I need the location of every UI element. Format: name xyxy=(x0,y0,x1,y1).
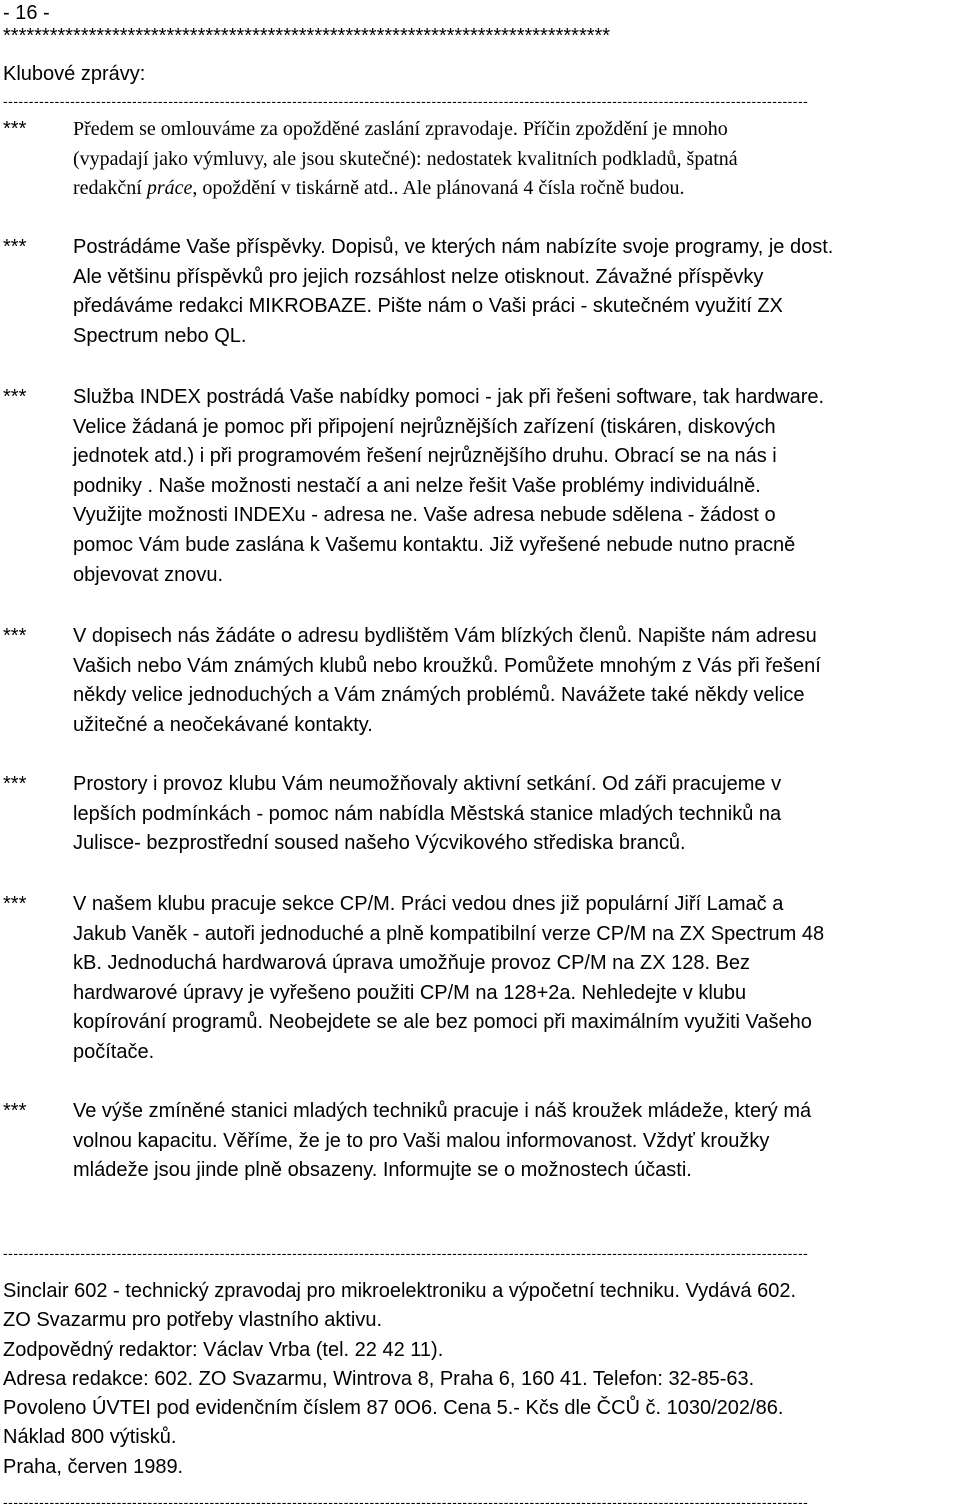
text-line: Ve výše zmíněné stanici mladých techniků pracuje i náš kroužek mládeže, který má xyxy=(73,1100,812,1122)
text-line: V dopisech nás žádáte o adresu bydlištěm Vám blízkých členů. Napište nám adresu xyxy=(73,625,817,647)
item-text xyxy=(73,770,960,859)
text-line: Jakub Vaněk - autoři jednoduché a plně kompatibilní verze CP/M na ZX Spectrum 48 xyxy=(73,922,825,945)
text-line: Vašich nebo Vám známých klubů nebo kroužků. Pomůžete mnohým z Vás při řešení xyxy=(73,654,821,677)
item-marker: *** xyxy=(3,773,27,795)
imprint xyxy=(3,1277,960,1482)
imprint-line: Náklad 800 výtisků. xyxy=(3,1426,177,1449)
text-line: V našem klubu pracuje sekce CP/M. Práci vedou dnes již populární Jiří Lamač a xyxy=(73,893,784,915)
text-line: počítače. xyxy=(73,1040,155,1063)
text-line: Velice žádaná je pomoc při připojení nejrůznějších zařízení (tiskáren, diskových xyxy=(73,415,776,438)
text-line: lepších podmínkách - pomoc nám nabídla Městská stanice mladých techniků na xyxy=(73,802,782,825)
page-number: - 16 - xyxy=(3,2,50,24)
text-line: pomoc Vám bude zaslána k Vašemu kontaktu. Již vyřešené nebude nutno pracně xyxy=(73,533,796,556)
dash-divider-middle: ------------------------------------------------------------------------------------------------------------------------------------------------------------ xyxy=(3,1246,809,1260)
item-marker: *** xyxy=(3,386,27,408)
item-text xyxy=(73,1097,960,1186)
text-line: někdy velice jednoduchých a Vám známých problémů. Navážete také někdy velice xyxy=(73,684,805,707)
item-text xyxy=(73,115,960,204)
item-text xyxy=(73,233,960,351)
star-divider: ****************************************************************************** xyxy=(3,25,611,47)
imprint-line: Sinclair 602 - technický zpravodaj pro mikroelektroniku a výpočetní techniku. Vydává 602. xyxy=(3,1280,796,1302)
text-line: Postrádáme Vaše příspěvky. Dopisů, ve kterých nám nabízíte svoje programy, je dost. xyxy=(73,236,834,258)
text-line: jednotek atd.) i při programovém řešení nejrůznějšího druhu. Obrací se na nás i xyxy=(73,445,777,468)
text-line: hardwarové úpravy je vyřešeno použiti CP/M na 128+2a. Nehledejte v klubu xyxy=(73,981,747,1004)
text-line: předáváme redakci MIKROBAZE. Pište nám o Vaši práci - skutečném využití ZX xyxy=(73,295,783,318)
text-line: Služba INDEX postrádá Vaše nabídky pomoci - jak při řešeni software, tak hardware. xyxy=(73,386,825,408)
item-marker: *** xyxy=(3,893,27,915)
imprint-line: Praha, červen 1989. xyxy=(3,1455,184,1478)
item-marker: *** xyxy=(3,625,27,647)
item-marker: *** xyxy=(3,236,27,258)
text-line: Spectrum nebo QL. xyxy=(73,324,247,347)
text-line: kB. Jednoduchá hardwarová úprava umožňuje provoz CP/M na ZX 128. Bez xyxy=(73,952,751,975)
section-title: Klubové zprávy: xyxy=(3,63,146,85)
item-text xyxy=(73,383,960,590)
text-line: Prostory i provoz klubu Vám neumožňovaly aktivní setkání. Od záři pracujeme v xyxy=(73,773,782,795)
text-line: Ale většinu příspěvků pro jejich rozsáhlost nelze otisknout. Závažné příspěvky xyxy=(73,265,764,288)
text-line: kopírování programů. Neobejdete se ale bez pomoci při maximálním využiti Vašeho xyxy=(73,1011,812,1034)
text-line: redakční práce, opoždění v tiskárně atd.. Ale plánovaná 4 čísla ročně budou. xyxy=(73,177,685,200)
text-line: objevovat znovu. xyxy=(73,563,224,586)
emphasized-word: práce xyxy=(146,177,193,200)
item-marker: *** xyxy=(3,1100,27,1122)
text-line: Využijte možnosti INDEXu - adresa ne. Vaše adresa nebude sdělena - žádost o xyxy=(73,504,776,527)
item-text xyxy=(73,622,960,740)
imprint-line: ZO Svazarmu pro potřeby vlastního aktivu. xyxy=(3,1309,383,1332)
item-text xyxy=(73,890,960,1068)
text-line: podniky . Naše možnosti nestačí a ani nelze řešit Vaše problémy individuálně. xyxy=(73,474,761,497)
text-line: volnou kapacitu. Věříme, že je to pro Vaši malou informovanost. Vždyť kroužky xyxy=(73,1129,770,1152)
text-line: Julisce- bezprostřední soused našeho Výcvikového střediska branců. xyxy=(73,832,686,855)
imprint-line: Zodpovědný redaktor: Václav Vrba (tel. 22 42 11). xyxy=(3,1338,444,1361)
dash-divider-bottom: ------------------------------------------------------------------------------------------------------------------------------------------------------------ xyxy=(3,1495,809,1509)
imprint-line: Povoleno ÚVTEI pod evidenčním číslem 87 0O6. Cena 5.- Kčs dle ČCŮ č. 1030/202/86. xyxy=(3,1397,784,1420)
item-marker: *** xyxy=(3,118,27,140)
imprint-line: Adresa redakce: 602. ZO Svazarmu, Wintrova 8, Praha 6, 160 41. Telefon: 32-85-63. xyxy=(3,1367,755,1390)
dash-divider-top: ------------------------------------------------------------------------------------------------------------------------------------------------------------ xyxy=(3,94,809,108)
text-line: (vypadají jako výmluvy, ale jsou skutečné): nedostatek kvalitních podkladů, špatná xyxy=(73,147,738,170)
text-line: mládeže jsou jinde plně obsazeny. Informujte se o možnostech účasti. xyxy=(73,1159,692,1182)
text-line: užitečné a neočekávané kontakty. xyxy=(73,713,373,736)
text-line: Předem se omlouváme za opožděné zaslání zpravodaje. Příčin zpoždění je mnoho xyxy=(73,118,728,140)
